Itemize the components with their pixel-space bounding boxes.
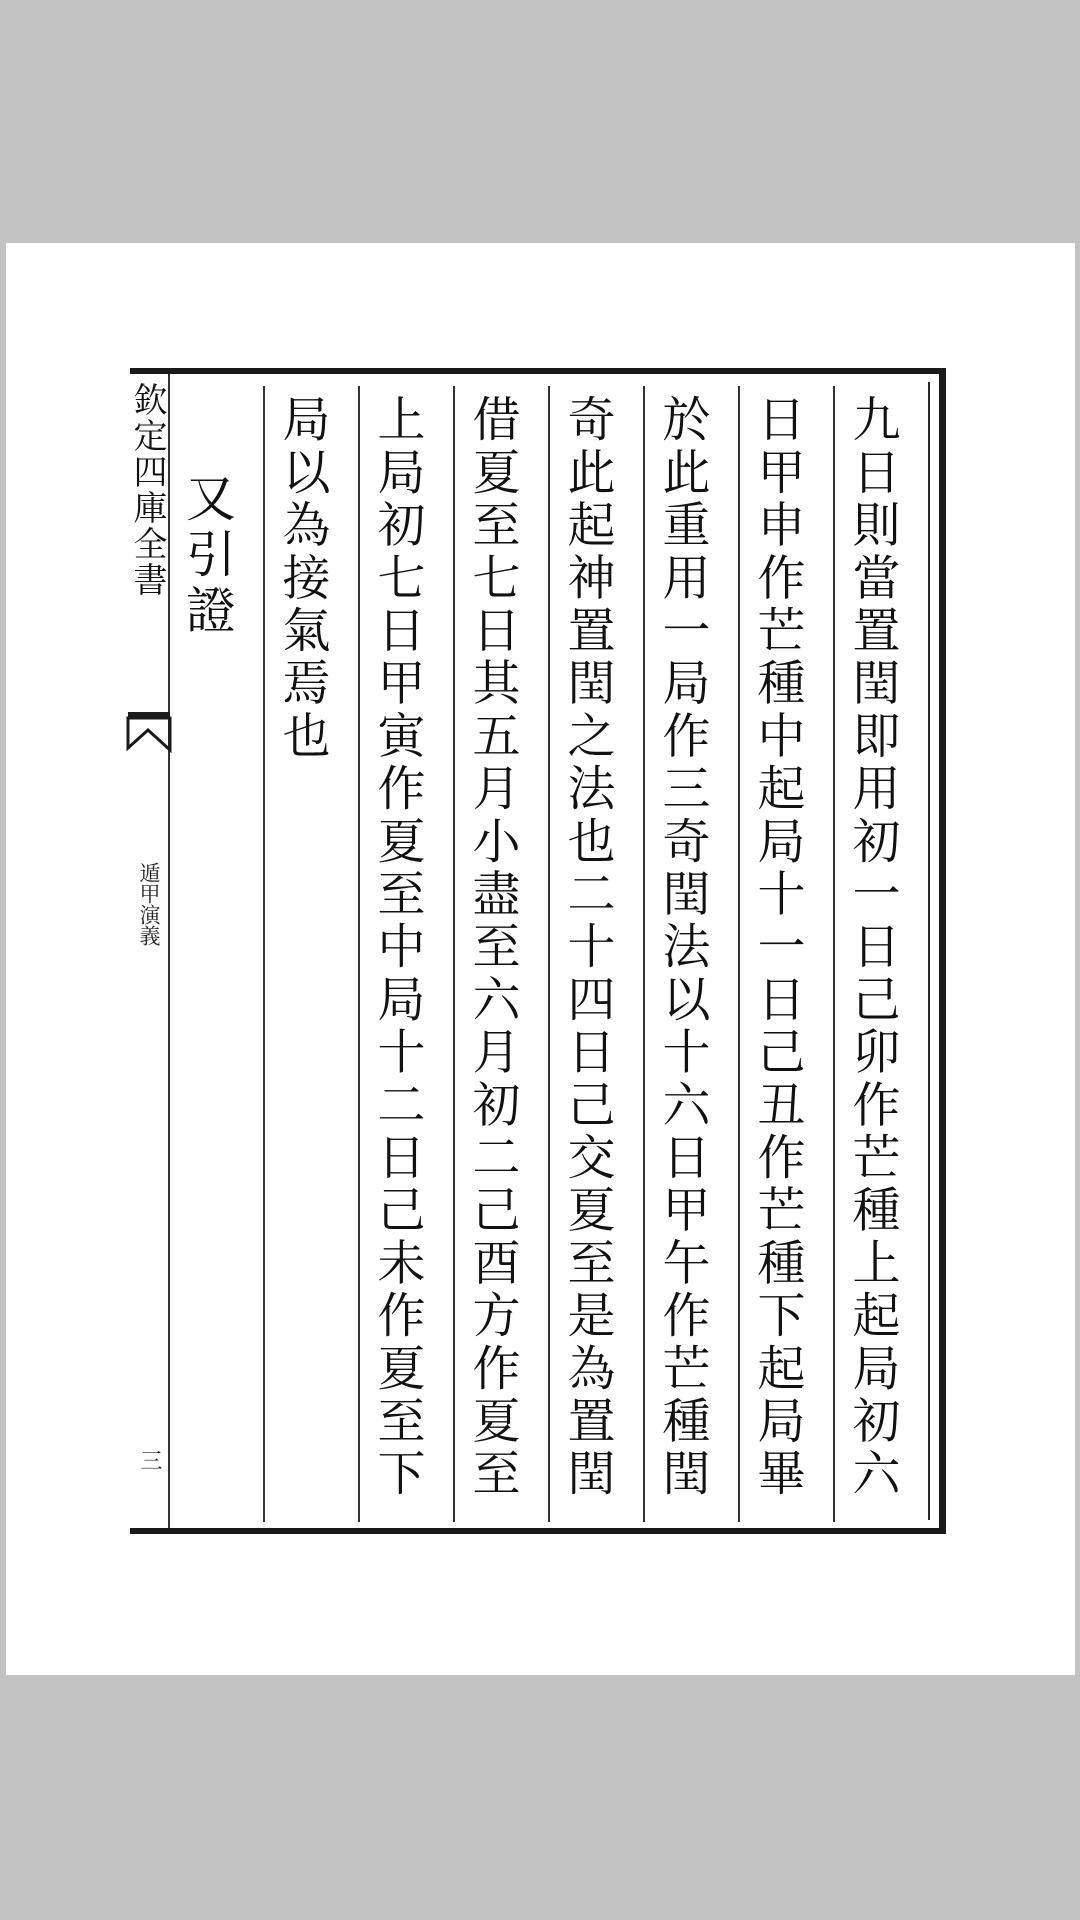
text-column-6: 上局初七日甲寅作夏至中局十二日己未作夏至下 [369, 394, 425, 1501]
text-column-3: 於此重用一局作三奇閏法以十六日甲午作芒種閏 [654, 394, 710, 1501]
frame-inner-border [928, 382, 930, 1520]
margin-chapter-title: 遁甲演義 [137, 862, 161, 946]
text-column-2: 日甲申作芒種中起局十一日己丑作芒種下起局畢 [749, 394, 805, 1501]
text-column-5: 借夏至七日其五月小盡至六月初二己酉方作夏至 [464, 394, 520, 1501]
text-column-1: 九日則當置閏即用初一日己卯作芒種上起局初六 [844, 394, 900, 1501]
column-rule [643, 386, 645, 1522]
margin-book-title: 欽定四庫全書 [127, 382, 167, 598]
column-rule [548, 386, 550, 1522]
text-column-4: 奇此起神置閏之法也二十四日己交夏至是為置閏 [559, 394, 615, 1501]
fish-tail-mark [126, 710, 172, 754]
section-heading: 又引證 [178, 472, 236, 640]
column-rule [453, 386, 455, 1522]
margin-page-number: 三 [137, 1449, 162, 1471]
column-rule [358, 386, 360, 1522]
text-column-7: 局以為接氣焉也 [274, 394, 330, 763]
margin-strip [127, 374, 170, 1528]
page-frame [127, 368, 946, 1534]
column-rule [263, 386, 265, 1522]
column-rule [738, 386, 740, 1522]
book-page [6, 243, 1075, 1675]
column-rule [833, 386, 835, 1522]
